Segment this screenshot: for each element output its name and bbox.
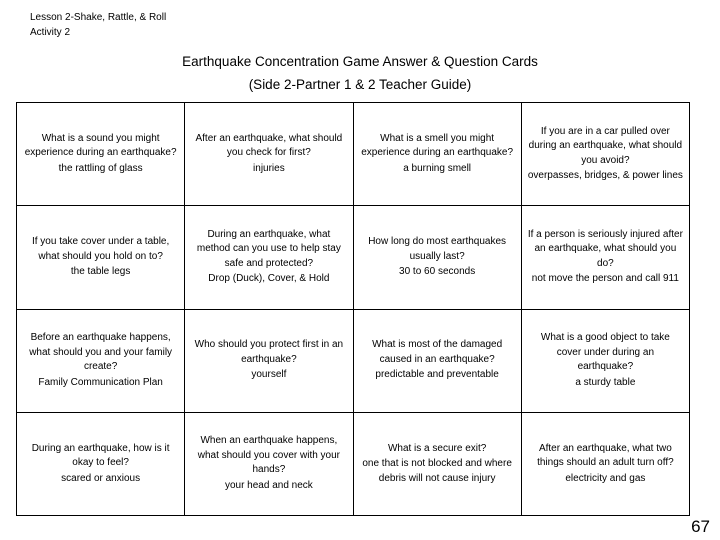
card-question: During an earthquake, what method can you use to help stay safe and protected? xyxy=(196,228,341,269)
card xyxy=(353,309,521,412)
lesson-header xyxy=(30,10,166,40)
card-question: Who should you protect first in an earthquake? xyxy=(194,339,344,365)
card-row xyxy=(17,412,690,515)
card xyxy=(17,412,185,515)
card-question: After an earthquake, what two things should an adult turn off? xyxy=(537,442,674,469)
card xyxy=(185,412,353,515)
card-answer: not move the person and call 911 xyxy=(531,273,679,285)
activity-label: Activity 2 xyxy=(30,27,71,38)
card xyxy=(353,206,521,309)
card-answer: Drop (Duck), Cover, & Hold xyxy=(208,273,330,285)
card-answer: the rattling of glass xyxy=(58,162,143,174)
card-row xyxy=(17,103,690,206)
card-question: What is a secure exit? xyxy=(387,442,487,454)
card xyxy=(521,412,689,515)
card-question: During an earthquake, how is it okay to feel? xyxy=(31,442,170,469)
card-question: What is a good object to take cover under during an earthquake? xyxy=(540,332,670,373)
card-question: Before an earthquake happens, what should you and your family create? xyxy=(29,332,173,373)
card xyxy=(185,206,353,309)
card-answer: electricity and gas xyxy=(565,472,646,484)
card-answer: yourself xyxy=(251,369,287,381)
card-answer: overpasses, bridges, & power lines xyxy=(527,170,683,182)
card-question: If you take cover under a table, what should you hold on to? xyxy=(31,236,170,262)
card-answer: a burning smell xyxy=(403,162,472,174)
card-question: After an earthquake, what should you check for first? xyxy=(195,132,343,159)
card-question: What is most of the damaged caused in an earthquake? xyxy=(372,339,503,365)
card-grid xyxy=(16,102,690,516)
card xyxy=(521,309,689,412)
card-row xyxy=(17,309,690,412)
lesson-label: Lesson 2-Shake, Rattle, & Roll xyxy=(30,12,167,23)
page-subtitle: (Side 2-Partner 1 & 2 Teacher Guide) xyxy=(248,77,472,92)
card xyxy=(185,103,353,206)
card-answer: predictable and preventable xyxy=(375,369,499,381)
card-answer: injuries xyxy=(253,162,285,174)
card xyxy=(353,103,521,206)
card-question: When an earthquake happens, what should you cover with your hands? xyxy=(197,435,341,476)
card-question: If you are in a car pulled over during an earthquake, what should you avoid? xyxy=(528,125,683,166)
card xyxy=(353,412,521,515)
page-number: 67 xyxy=(691,517,710,536)
card xyxy=(17,309,185,412)
card-question: What is a smell you might experience during an earthquake? xyxy=(361,132,514,159)
card-answer: your head and neck xyxy=(224,479,313,491)
card-answer: one that is not blocked and where debris will not cause injury xyxy=(362,458,512,484)
card-question: How long do most earthquakes usually last? xyxy=(368,236,507,262)
card-row xyxy=(17,206,690,309)
card xyxy=(185,309,353,412)
card-question: If a person is seriously injured after an earthquake, what should you do? xyxy=(527,228,683,269)
card-answer: a sturdy table xyxy=(575,376,636,388)
card-question: What is a sound you might experience during an earthquake? xyxy=(24,132,177,159)
card-answer: 30 to 60 seconds xyxy=(399,266,476,278)
card xyxy=(521,103,689,206)
card-answer: the table legs xyxy=(70,266,131,278)
card xyxy=(521,206,689,309)
card xyxy=(17,206,185,309)
page-title: Earthquake Concentration Game Answer & Question Cards xyxy=(182,54,538,69)
card xyxy=(17,103,185,206)
card-answer: scared or anxious xyxy=(61,472,141,484)
card-answer: Family Communication Plan xyxy=(38,376,163,388)
